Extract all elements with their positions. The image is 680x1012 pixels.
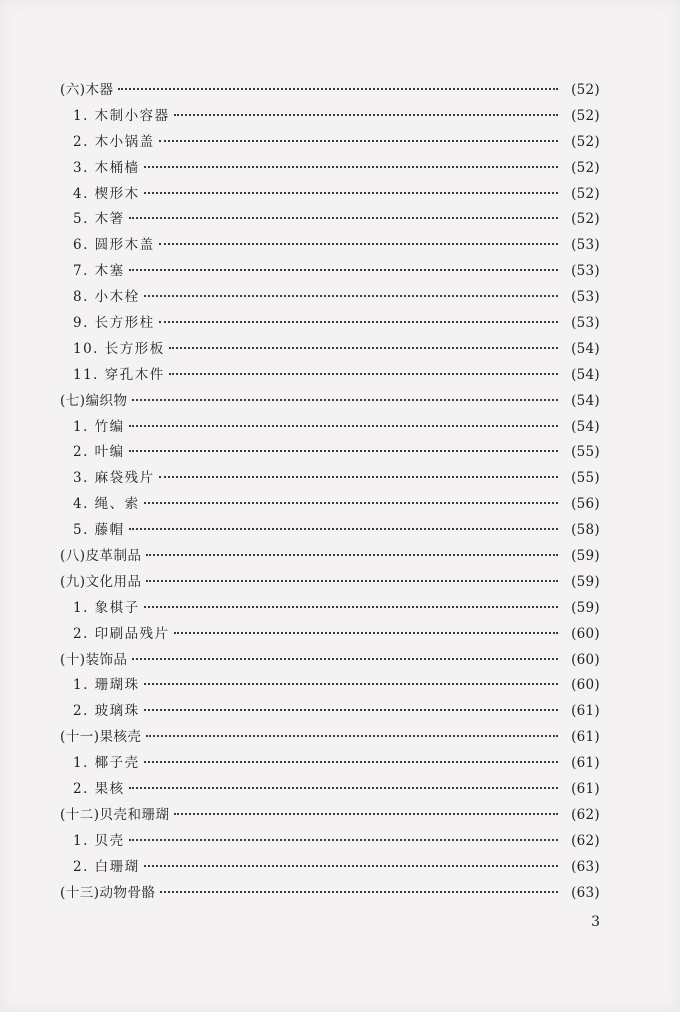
toc-entry-title: 1. 珊瑚珠: [73, 677, 140, 694]
toc-entry-page: (52): [571, 159, 600, 176]
dot-leader: [174, 632, 558, 634]
toc-entry-title: 9. 长方形柱: [73, 315, 155, 332]
toc-entry-page: (59): [571, 548, 600, 565]
toc-subsection-entry: [60, 622, 600, 648]
dot-leader: [146, 554, 558, 556]
toc-entry-title: (七)编织物: [60, 392, 128, 409]
toc-section-entry: [60, 389, 600, 415]
toc-subsection-entry: [60, 440, 600, 466]
toc-subsection-entry: [60, 596, 600, 622]
dot-leader: [146, 580, 558, 582]
toc-subsection-entry: [60, 233, 600, 259]
toc-subsection-entry: [60, 699, 600, 725]
toc-entry-title: 2. 叶编: [73, 444, 125, 461]
toc-entry-page: (63): [571, 884, 600, 901]
toc-entry-title: 5. 藤帽: [73, 522, 125, 539]
toc-subsection-entry: [60, 207, 600, 233]
dot-leader: [169, 347, 558, 349]
dot-leader: [129, 217, 558, 219]
toc-entry-title: (十三)动物骨骼: [60, 884, 156, 901]
dot-leader: [159, 476, 558, 478]
page-number: 3: [591, 914, 600, 930]
toc-entry-page: (52): [571, 133, 600, 150]
toc-entry-page: (54): [571, 366, 600, 383]
toc-entry-page: (63): [571, 858, 600, 875]
toc-entry-page: (58): [571, 522, 600, 539]
toc-entry-title: (十一)果核壳: [60, 729, 142, 746]
toc-entry-title: (十二)贝壳和珊瑚: [60, 806, 170, 823]
dot-leader: [174, 813, 558, 815]
toc-subsection-entry: [60, 518, 600, 544]
toc-subsection-entry: [60, 415, 600, 441]
dot-leader: [129, 450, 558, 452]
toc-section-entry: [60, 570, 600, 596]
toc-entry-page: (52): [571, 82, 600, 98]
toc-entry-page: (54): [571, 418, 600, 435]
toc-entry-title: 4. 绳、索: [73, 496, 140, 513]
dot-leader: [159, 243, 558, 245]
dot-leader: [129, 528, 558, 530]
toc-entry-title: 3. 木桶樯: [73, 159, 140, 176]
toc-entry-title: 8. 小木栓: [73, 289, 140, 306]
dot-leader: [144, 166, 558, 168]
toc-entry-title: 2. 果核: [73, 781, 125, 798]
toc-entry-page: (53): [571, 315, 600, 332]
toc-subsection-entry: [60, 104, 600, 130]
toc-section-entry: [60, 544, 600, 570]
dot-leader: [144, 683, 558, 685]
toc-entry-title: 6. 圆形木盖: [73, 237, 155, 254]
dot-leader: [129, 269, 558, 271]
toc-entry-title: 2. 木小锅盖: [73, 133, 155, 150]
toc-subsection-entry: [60, 130, 600, 156]
toc-entry-page: (62): [571, 832, 600, 849]
toc-entry-page: (62): [571, 806, 600, 823]
toc-entry-title: 11. 穿孔木件: [73, 366, 165, 383]
toc-subsection-entry: [60, 492, 600, 518]
toc-entry-page: (54): [571, 392, 600, 409]
dot-leader: [174, 114, 558, 116]
toc-subsection-entry: [60, 363, 600, 389]
toc-subsection-entry: [60, 777, 600, 803]
toc-entry-title: 2. 白珊瑚: [73, 858, 140, 875]
dot-leader: [132, 399, 558, 401]
toc-entry-title: (六)木器: [60, 82, 114, 98]
toc-subsection-entry: [60, 156, 600, 182]
dot-leader: [129, 839, 558, 841]
toc-subsection-entry: [60, 673, 600, 699]
toc-entry-title: 1. 象棋子: [73, 599, 140, 616]
toc-entry-page: (60): [571, 677, 600, 694]
toc-subsection-entry: [60, 751, 600, 777]
toc-entry-title: 1. 贝壳: [73, 832, 125, 849]
toc-section-entry: [60, 803, 600, 829]
dot-leader: [144, 761, 558, 763]
toc-entry-page: (61): [571, 703, 600, 720]
toc-entry-title: 1. 木制小容器: [73, 107, 170, 124]
dot-leader: [118, 88, 558, 90]
toc-entry-title: 3. 麻袋残片: [73, 470, 155, 487]
toc-subsection-entry: [60, 855, 600, 881]
toc-entry-title: 4. 楔形木: [73, 185, 140, 202]
toc-entry-page: (60): [571, 625, 600, 642]
toc-subsection-entry: [60, 466, 600, 492]
toc-entry-title: (八)皮革制品: [60, 548, 142, 565]
toc-entry-title: 5. 木箸: [73, 211, 125, 228]
dot-leader: [144, 295, 558, 297]
dot-leader: [159, 140, 558, 142]
toc-entry-page: (52): [571, 211, 600, 228]
dot-leader: [144, 606, 558, 608]
dot-leader: [144, 865, 558, 867]
toc-entry-page: (53): [571, 263, 600, 280]
toc-section-entry: [60, 881, 600, 907]
toc-entry-title: (九)文化用品: [60, 573, 142, 590]
toc-entry-title: 10. 长方形板: [73, 340, 165, 357]
toc-entry-page: (61): [571, 781, 600, 798]
toc-entry-page: (59): [571, 573, 600, 590]
dot-leader: [144, 502, 558, 504]
toc-section-entry: [60, 78, 600, 104]
toc-entry-page: (55): [571, 470, 600, 487]
toc-entry-title: 2. 印刷品残片: [73, 625, 170, 642]
toc-entry-title: 2. 玻璃珠: [73, 703, 140, 720]
toc-subsection-entry: [60, 182, 600, 208]
toc-entry-page: (56): [571, 496, 600, 513]
toc-entry-page: (59): [571, 599, 600, 616]
toc-entry-title: (十)装饰品: [60, 651, 128, 668]
dot-leader: [169, 373, 558, 375]
toc-entry-page: (54): [571, 340, 600, 357]
toc-entry-page: (52): [571, 107, 600, 124]
dot-leader: [160, 891, 558, 893]
toc-subsection-entry: [60, 285, 600, 311]
toc-entry-page: (60): [571, 651, 600, 668]
toc-subsection-entry: [60, 311, 600, 337]
toc-entry-page: (52): [571, 185, 600, 202]
dot-leader: [144, 192, 558, 194]
toc-section-entry: [60, 648, 600, 674]
toc-entry-title: 1. 椰子壳: [73, 755, 140, 772]
toc-subsection-entry: [60, 829, 600, 855]
dot-leader: [129, 425, 558, 427]
toc-entry-page: (61): [571, 755, 600, 772]
toc-entry-page: (55): [571, 444, 600, 461]
dot-leader: [146, 735, 558, 737]
toc-entry-page: (53): [571, 289, 600, 306]
dot-leader: [144, 709, 558, 711]
toc-entry-page: (53): [571, 237, 600, 254]
toc-entry-title: 7. 木塞: [73, 263, 125, 280]
dot-leader: [159, 321, 558, 323]
toc-section-entry: [60, 725, 600, 751]
toc-entry-page: (61): [571, 729, 600, 746]
toc-entry-title: 1. 竹编: [73, 418, 125, 435]
toc-subsection-entry: [60, 259, 600, 285]
table-of-contents: [60, 78, 600, 907]
dot-leader: [129, 787, 558, 789]
toc-subsection-entry: [60, 337, 600, 363]
dot-leader: [132, 658, 558, 660]
